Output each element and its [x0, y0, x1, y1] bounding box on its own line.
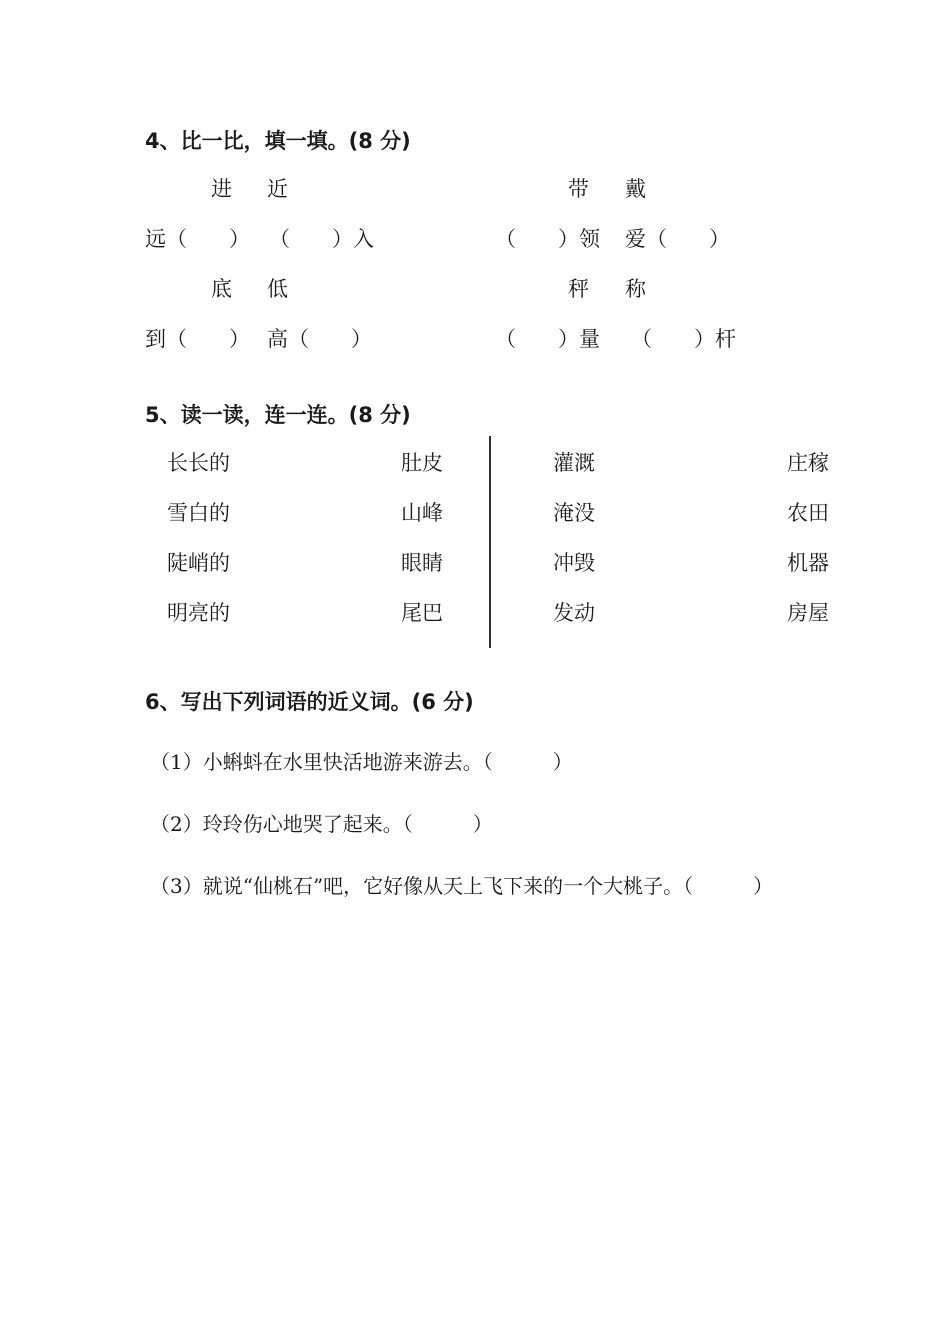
q4-title: 4、比一比，填一填。(8 分): [145, 129, 411, 153]
q5-right-match: 庄稼: [787, 451, 829, 475]
q4-char: 底: [211, 277, 232, 301]
q5-left-item: 明亮的: [167, 601, 230, 625]
q4-char: 秤: [568, 277, 589, 301]
q4-char: 带: [568, 177, 589, 201]
column-divider: [489, 436, 491, 648]
q6-title: 6、写出下列词语的近义词。(6 分): [145, 690, 474, 714]
q4-blank[interactable]: 爱（ ）: [625, 227, 730, 251]
q4-blank[interactable]: 高（ ）: [267, 327, 372, 351]
q4-blank[interactable]: （ ）量: [495, 327, 600, 351]
q5-left-match: 眼睛: [401, 551, 443, 575]
q4-char: 低: [267, 277, 288, 301]
q4-blank[interactable]: （ ）领: [495, 227, 600, 251]
q5-left-match: 肚皮: [401, 451, 443, 475]
q5-left-item: 雪白的: [167, 501, 230, 525]
q6-sentence[interactable]: （3）就说“仙桃石”吧，它好像从天上飞下来的一个大桃子。（ ）: [150, 874, 774, 898]
q5-left-item: 陡峭的: [167, 551, 230, 575]
q4-char: 进: [211, 177, 232, 201]
q4-blank[interactable]: 远（ ）: [145, 227, 250, 251]
q4-blank[interactable]: （ ）杆: [631, 327, 736, 351]
q5-right-match: 机器: [787, 551, 829, 575]
q6-sentence[interactable]: （1）小蝌蚪在水里快活地游来游去。（ ）: [150, 750, 573, 774]
q5-right-item: 冲毁: [553, 551, 595, 575]
q4-blank[interactable]: 到（ ）: [145, 327, 250, 351]
q5-left-item: 长长的: [167, 451, 230, 475]
q6-sentence[interactable]: （2）玲玲伤心地哭了起来。（ ）: [150, 812, 493, 836]
q5-right-item: 淹没: [553, 501, 595, 525]
q5-right-match: 农田: [787, 501, 829, 525]
q5-left-match: 尾巴: [401, 601, 443, 625]
q5-title: 5、读一读，连一连。(8 分): [145, 403, 411, 427]
q5-right-item: 发动: [553, 601, 595, 625]
q5-right-match: 房屋: [787, 601, 829, 625]
q4-char: 称: [625, 277, 646, 301]
q4-blank[interactable]: （ ）入: [269, 227, 374, 251]
q4-char: 近: [267, 177, 288, 201]
q5-left-match: 山峰: [401, 501, 443, 525]
q4-char: 戴: [625, 177, 646, 201]
q5-right-item: 灌溉: [553, 451, 595, 475]
